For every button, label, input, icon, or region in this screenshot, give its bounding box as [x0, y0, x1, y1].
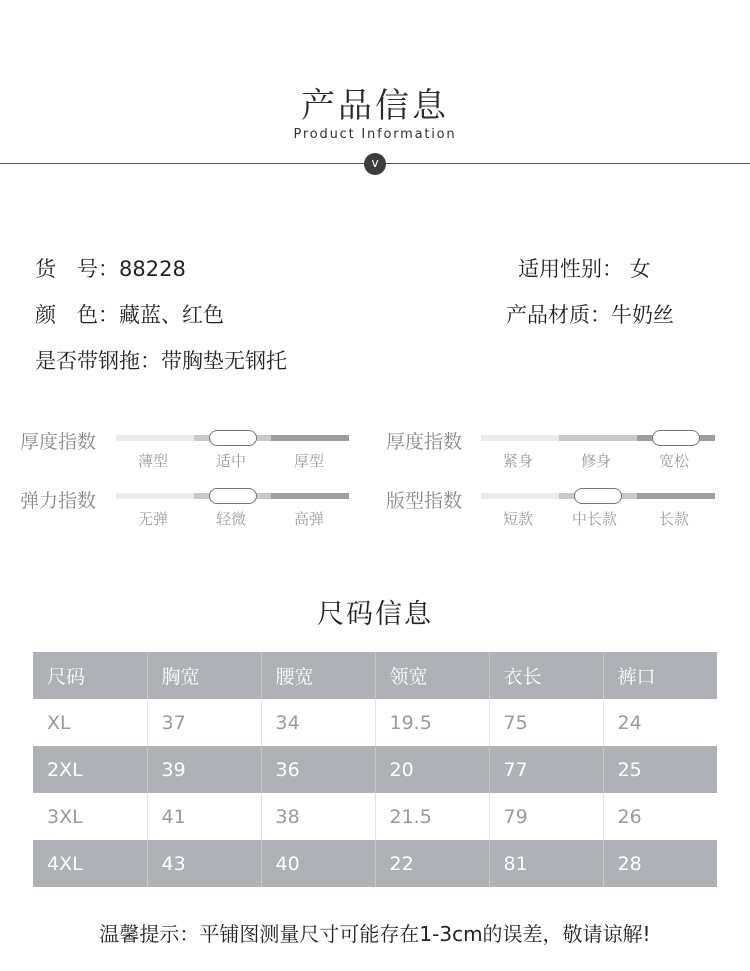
index-option: 高弹 [294, 510, 325, 528]
index-option: 修身 [581, 452, 612, 470]
table-cell: 75 [489, 699, 603, 746]
table-row [33, 793, 717, 840]
index-option: 适中 [216, 452, 247, 470]
table-cell: XL [33, 699, 147, 746]
material: 产品材质：牛奶丝 [506, 303, 674, 327]
size-table [33, 652, 717, 887]
index-label: 弹力指数 [20, 490, 97, 512]
table-cell: 77 [489, 746, 603, 793]
index-option: 无弹 [138, 510, 169, 528]
size-title: 尺码信息 [317, 599, 433, 630]
index-option: 短款 [503, 510, 534, 528]
table-header-cell: 腰宽 [261, 652, 375, 699]
table-cell: 21.5 [375, 793, 489, 840]
table-cell: 25 [603, 746, 717, 793]
chevron-down-icon: v [364, 153, 386, 175]
table-header-row [33, 652, 717, 699]
table-cell: 2XL [33, 746, 147, 793]
table-cell: 81 [489, 840, 603, 887]
index-option: 厚型 [294, 452, 325, 470]
table-header-cell: 衣长 [489, 652, 603, 699]
table-cell: 28 [603, 840, 717, 887]
index-label: 版型指数 [386, 490, 463, 512]
table-cell: 39 [147, 746, 261, 793]
table-cell: 79 [489, 793, 603, 840]
table-cell: 19.5 [375, 699, 489, 746]
index-knob [209, 430, 257, 446]
table-cell: 20 [375, 746, 489, 793]
index-label: 厚度指数 [386, 431, 463, 453]
gender: 适用性别： 女 [518, 257, 651, 281]
table-cell: 22 [375, 840, 489, 887]
table-cell: 37 [147, 699, 261, 746]
index-option: 宽松 [659, 452, 690, 470]
measurement-tip: 温馨提示：平铺图测量尺寸可能存在1-3cm的误差，敬请谅解! [99, 922, 651, 946]
table-header-cell: 裤口 [603, 652, 717, 699]
page-title: 产品信息 [301, 86, 449, 126]
index-knob [652, 430, 700, 446]
table-row [33, 746, 717, 793]
page-subtitle: Product Information [293, 127, 457, 142]
table-header-cell: 胸宽 [147, 652, 261, 699]
index-option: 薄型 [138, 452, 169, 470]
table-cell: 36 [261, 746, 375, 793]
index-option: 紧身 [503, 452, 534, 470]
index-track [481, 493, 715, 499]
table-row [33, 699, 717, 746]
index-track [481, 435, 715, 441]
table-row [33, 840, 717, 887]
index-option: 长款 [659, 510, 690, 528]
index-option: 轻微 [216, 510, 247, 528]
index-label: 厚度指数 [20, 431, 97, 453]
table-header-cell: 领宽 [375, 652, 489, 699]
table-cell: 34 [261, 699, 375, 746]
table-cell: 38 [261, 793, 375, 840]
index-track [116, 493, 349, 499]
table-cell: 4XL [33, 840, 147, 887]
index-knob [574, 488, 622, 504]
table-cell: 24 [603, 699, 717, 746]
table-cell: 3XL [33, 793, 147, 840]
item-number: 货 号：88228 [35, 257, 186, 281]
table-cell: 41 [147, 793, 261, 840]
color: 颜 色：藏蓝、红色 [35, 303, 224, 327]
table-cell: 26 [603, 793, 717, 840]
steel-support: 是否带钢拖：带胸垫无钢托 [35, 349, 287, 373]
index-track [116, 435, 349, 441]
table-header-cell: 尺码 [33, 652, 147, 699]
table-cell: 40 [261, 840, 375, 887]
index-knob [209, 488, 257, 504]
table-cell: 43 [147, 840, 261, 887]
index-option: 中长款 [572, 510, 618, 528]
